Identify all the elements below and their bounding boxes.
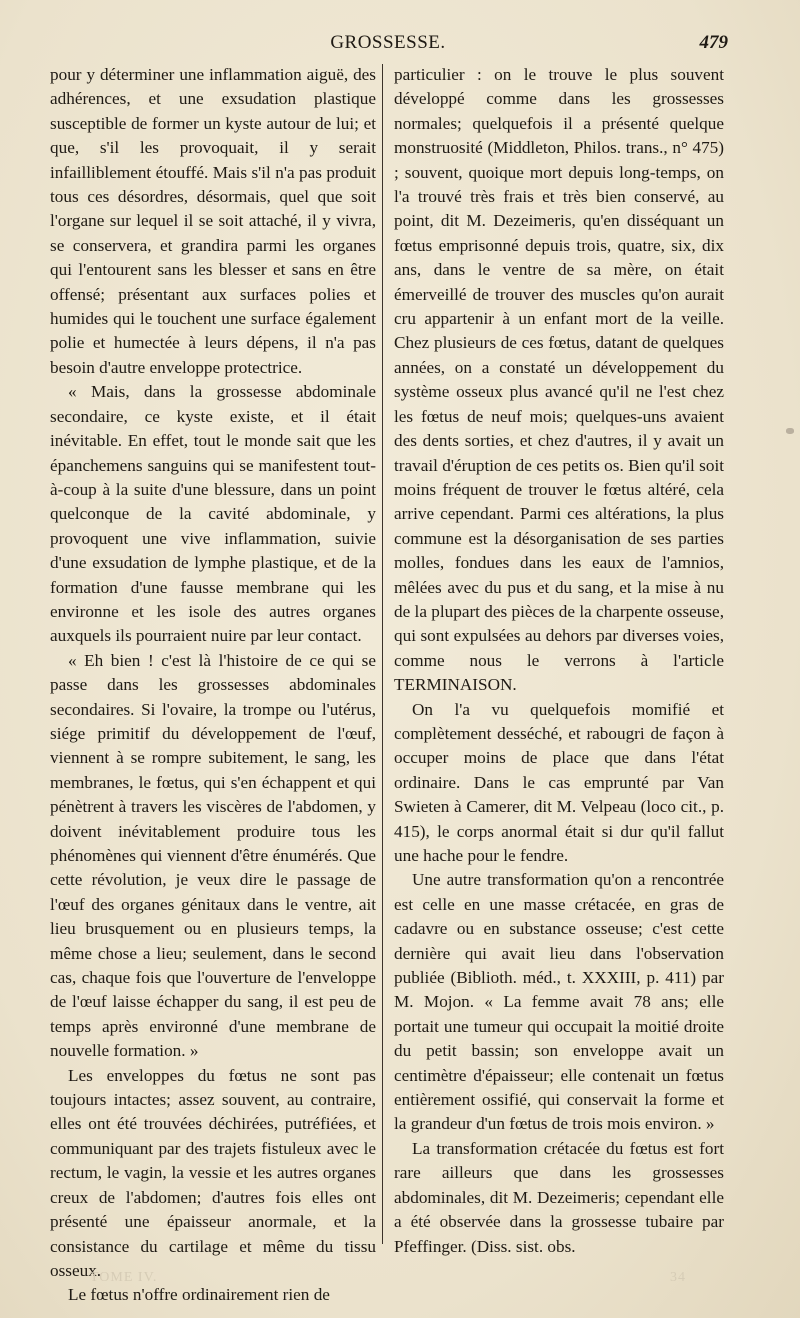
page-number: 479 <box>699 32 728 53</box>
right-column <box>394 63 724 1259</box>
paragraph: La transformation crétacée du fœtus est fort rare ailleurs que dans les grossesses abdominales, dit M. Dezeimeris; cependant elle a été observée dans la grossesse tubaire par Pfeffinger. (Diss. sist. obs. <box>394 1138 724 1256</box>
paragraph: Une autre transformation qu'on a rencontrée est celle en une masse crétacée, en gras de cadavre ou en substance osseuse; c'est cette dernière qui avait lieu dans l'observation publiée (Biblioth. méd., t. XXXIII, p. 411) par M. Mojon. « La femme avait 78 ans; elle portait une tumeur qui occupait la moitié droite du petit bassin; son enveloppe avait un centimètre d'épaisseur; elle contenait un fœtus entièrement ossifié, qui conservait la forme et la grandeur d'un fœtus de trois mois environ. » <box>394 870 724 1134</box>
paragraph: « Mais, dans la grossesse abdominale secondaire, ce kyste existe, et il était inévitable. En effet, tout le monde sait que les épanchemens sanguins qui se manifestent tout-à-coup à la suite d'une blessure, dans un point quelconque de la cavité abdominale, y provoquent une vive inflammation, suivie d'une exsudation de lymphe plastique, et de la formation d'une fausse membrane qui les environne et les isole des autres organes auxquels ils pourraient nuire par leur contact. <box>50 382 376 646</box>
paragraph: On l'a vu quelquefois momifié et complètement desséché, et rabougri de façon à occuper moins de place que dans l'état ordinaire. Dans le cas emprunté par Van Swieten à Camerer, dit M. Velpeau (loco cit., p. 415), le corps anormal était si dur qu'il fallut une hache pour le fendre. <box>394 699 724 865</box>
volume-signature: TOME IV. <box>90 1270 158 1285</box>
left-column <box>50 63 376 1308</box>
paragraph: « Eh bien ! c'est là l'histoire de ce qui se passe dans les grossesses abdominales secondaires. Si l'ovaire, la trompe ou l'utérus, siége primitif du développement de l'œuf, viennent à se rompre subitement, le sang, les membranes, le fœtus, qui s'en échappent et qui pénètrent à travers les viscères de l'abdomen, y doivent inévitablement produire tous les phénomènes qui viennent d'être énumérés. Que cette révolution, je veux dire le passage de l'œuf des organes génitaux dans le ventre, ait lieu brusquement ou en plusieurs temps, la même chose a lieu; seulement, dans le second cas, chaque fois que l'ouverture de l'enveloppe de l'œuf laisse échapper du sang, il est peu de temps après environné d'une membrane de nouvelle formation. » <box>50 650 376 1061</box>
paragraph: Les enveloppes du fœtus ne sont pas toujours intactes; assez souvent, au contraire, elles ont été trouvées déchirées, putréfiées, et communiquant par des trajets fistuleux avec le rectum, le vagin, la vessie et les autres organes creux de l'abdomen; d'autres fois elles ont présenté une épaisseur anormale, et la consistance du cartilage et même du tissu osseux. <box>50 1065 376 1280</box>
sheet-signature: 34 <box>670 1270 686 1285</box>
paragraph: particulier : on le trouve le plus souvent développé comme dans les grossesses normales; quelquefois il a présenté quelque monstruosité (Middleton, Philos. trans., n° 475) ; souvent, quoique mort depuis long-temps, on l'a trouvé très frais et très bien conservé, au point, dit M. Dezeimeris, qu'en disséquant un fœtus emprisonné depuis trois, quatre, six, dix ans, dans le ventre de sa mère, on était émerveillé de trouver des muscles qu'on aurait cru appartenir à un enfant mort de la veille. Chez plusieurs de ces fœtus, datant de quelques années, on a constaté un développement du système osseux plus avancé qu'il ne l'est chez les fœtus de neuf mois; quelques-uns avaient des dents sorties, et chez d'autres, il y avait un travail d'éruption de ces petits os. Bien qu'il soit moins fréquent de trouver le fœtus altéré, cela arrive cependant. Parmi ces altérations, la plus commune est la désorganisation de ses parties molles, fondues dans les eaux de l'amnios, mêlées avec du pus et du sang, et la mise à nu de la plupart des pièces de la charpente osseuse, qui sont expulsées au dehors par diverses voies, comme nous le verrons à l'article TERMINAISON. <box>394 65 724 695</box>
paragraph: Le fœtus n'offre ordinairement rien de <box>68 1285 330 1305</box>
ink-speck <box>786 428 794 434</box>
column-divider <box>382 64 383 1244</box>
running-head: GROSSESSE. <box>330 32 446 53</box>
page-header <box>48 30 728 60</box>
paragraph: pour y déterminer une inflammation aiguë, des adhérences, et une exsudation plastique susceptible de former un kyste autour de lui; et que, s'il les provoquait, il y serait infailliblement étouffé. Mais s'il n'a pas produit tous ces désordres, désormais, quel que soit l'organe sur lequel il se soit attaché, il y vivra, se conservera, et grandira parmi les organes qui l'entourent sans les blesser et sans en être offensé; présentant aux surfaces polies et humides qui le touchent une surface également polie et humectée à leurs dépens, il n'a pas besoin d'autre enveloppe protectrice. <box>50 65 376 377</box>
